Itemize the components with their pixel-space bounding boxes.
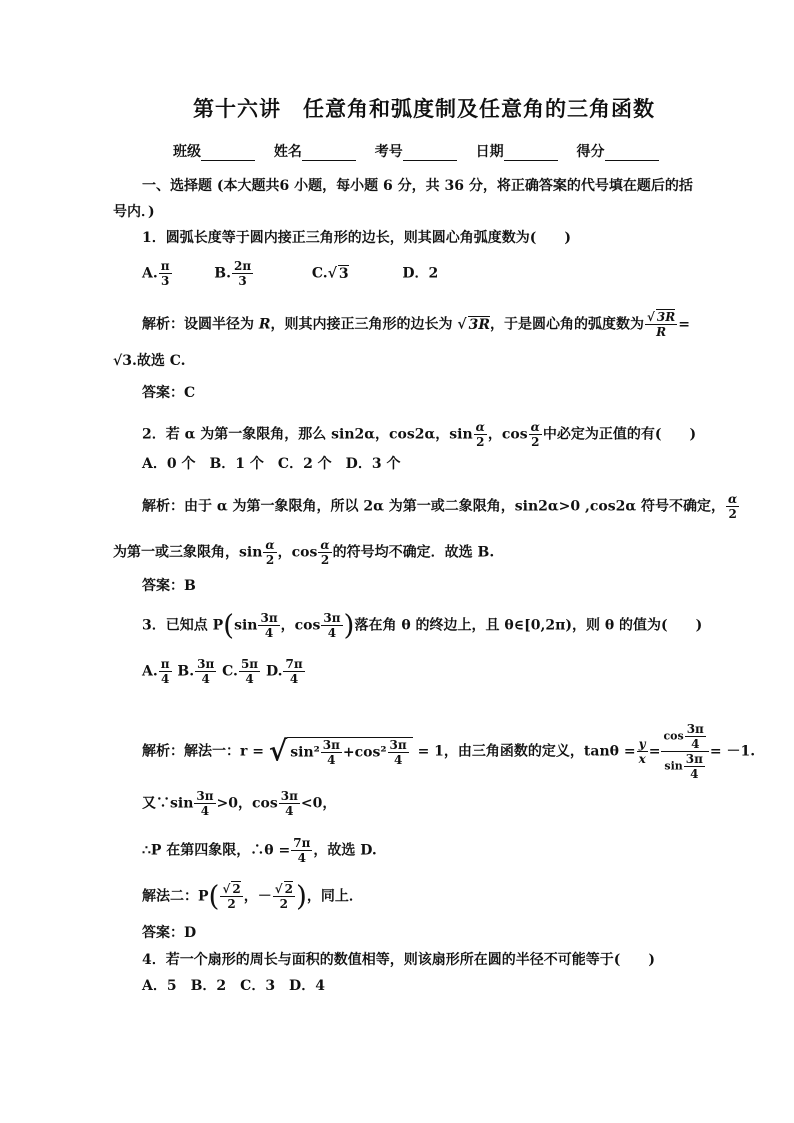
q2-stem: 2．若 α 为第一象限角，那么 sin2α，cos2α，sin $\frac{\alpha}{2}$ ，cos $\frac{\alpha}{2}$ 中必定为正值的有( ): [142, 420, 697, 449]
q2-options: A．0 个 B．1 个 C．2 个 D．3 个: [142, 456, 401, 472]
q3-answer: 答案：D: [142, 925, 197, 941]
q2-solution-line2: 为第一或三象限角，sin $\frac{\alpha}{2}$ ，cos $\frac{\alpha}{2}$ 的符号均不确定．故选 B.: [113, 538, 495, 567]
q1-solution-line1: 解析：设圆半径为 R，则其内接正三角形的边长为 √ 3R，于是圆心角的弧度数为 $\frac{√ 3R}{R}$ =: [142, 310, 690, 339]
q4-stem: 4．若一个扇形的周长与面积的数值相等，则该扇形所在圆的半径不可能等于( ): [142, 952, 655, 968]
q4-options: A．5 B．2 C．3 D．4: [142, 978, 325, 994]
q3-solution-line1: 解析：解法一：r = √ sin² $\frac{3\pi}{4}$ +cos² $\frac{3\pi}{4}$ = 1，由三角函数的定义，tanθ = $\frac{y}{x}$ = cos $\frac{3\pi}{4}$ sin $\frac{3\pi}{4}$ = －1.: [142, 722, 756, 781]
q3-solution-line3: ∴P 在第四象限，∴θ = $\frac{7\pi}{4}$ ，故选 D.: [142, 836, 377, 865]
q1-answer: 答案：C: [142, 385, 196, 401]
q1-options: A. $\frac{\pi}{3}$ B. $\frac{2\pi}{3}$ C.√ 3 D．2: [142, 259, 439, 288]
q2-answer: 答案：B: [142, 578, 196, 594]
q1-opt-b-label: B.: [214, 265, 232, 282]
exam-no-blank[interactable]: [403, 146, 457, 161]
q1-opt-a-frac: $\frac{\pi}{3}$: [160, 259, 170, 288]
exam-no-label: 考号: [374, 144, 403, 160]
section-intro-line1: 一、选择题 (本大题共6 小题，每小题 6 分，共 36 分，将正确答案的代号填在题后的括: [142, 178, 693, 194]
date-blank[interactable]: [504, 146, 558, 161]
q1-opt-d: D．2: [402, 265, 439, 282]
name-blank[interactable]: [302, 146, 356, 161]
q1-opt-a-label: A.: [142, 265, 158, 282]
date-label: 日期: [475, 144, 504, 160]
q3-solution-line4: 解法二：P( $\frac{√ 2}{2}$ ，－ $\frac{√ 2}{2}$ )，同上．: [142, 879, 363, 913]
q3-stem: 3．已知点 P(sin $\frac{3\pi}{4}$ ，cos $\frac{3\pi}{4}$ )落在角 θ 的终边上，且 θ∈[0,2π)，则 θ 的值为( ): [142, 608, 703, 642]
q1-opt-c-sqrt: 3: [338, 265, 349, 282]
score-label: 得分: [576, 144, 605, 160]
q1-stem: 1．圆弧长度等于圆内接正三角形的边长，则其圆心角弧度数为( ): [142, 230, 571, 246]
q1-opt-c-label: C.: [311, 265, 328, 282]
q1-solution-line2: √3.故选 C.: [113, 353, 186, 369]
class-label: 班级: [173, 144, 201, 160]
class-blank[interactable]: [201, 146, 255, 161]
q2-solution-line1: 解析：由于 α 为第一象限角，所以 2α 为第一或二象限角，sin2α>0 ,cos2α 符号不确定， $\frac{\alpha}{2}$: [142, 492, 738, 521]
q1-opt-b-frac: $\frac{2\pi}{3}$: [234, 259, 252, 288]
header-fields: [173, 143, 659, 161]
page-title: 第十六讲 任意角和弧度制及任意角的三角函数: [193, 96, 655, 121]
section-intro-line2: 号内．): [113, 204, 155, 220]
score-blank[interactable]: [605, 146, 659, 161]
q3-options: A. $\frac{\pi}{4}$ B. $\frac{3\pi}{4}$ C. $\frac{5\pi}{4}$ D. $\frac{7\pi}{4}$: [142, 657, 303, 686]
name-label: 姓名: [273, 144, 302, 160]
q1-solution-frac: $\frac{√ 3R}{R}$: [646, 310, 676, 339]
q3-solution-line2: 又∵sin $\frac{3\pi}{4}$ >0，cos $\frac{3\pi}{4}$ <0，: [142, 789, 337, 818]
